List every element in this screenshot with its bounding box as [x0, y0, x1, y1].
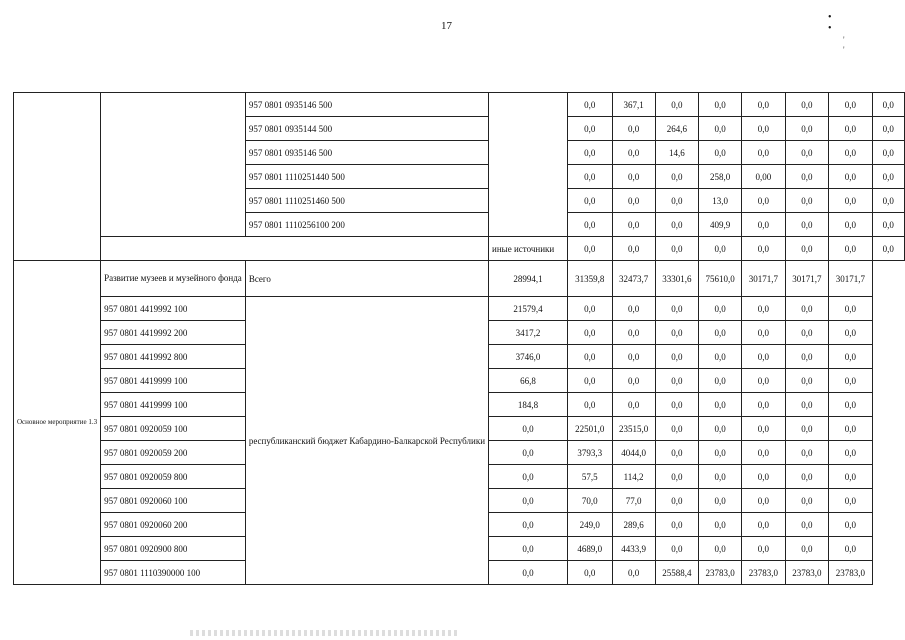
value-cell: 0,0: [567, 297, 612, 321]
value-cell: 0,0: [612, 213, 655, 237]
value-cell: 0,0: [612, 189, 655, 213]
value-cell: 0,0: [612, 141, 655, 165]
budget-code: 957 0801 0920059 800: [101, 465, 246, 489]
value-cell: 0,0: [785, 513, 828, 537]
name-cell: [101, 93, 246, 237]
value-cell: 66,8: [489, 369, 568, 393]
value-cell: 0,0: [872, 237, 904, 261]
value-cell: 21579,4: [489, 297, 568, 321]
event-name: Развитие музеев и музейного фонда: [101, 261, 246, 297]
value-cell: 0,0: [655, 189, 698, 213]
value-cell: 0,0: [829, 513, 872, 537]
value-cell: 0,0: [785, 141, 828, 165]
value-cell: 289,6: [612, 513, 655, 537]
value-cell: 0,0: [655, 513, 698, 537]
value-cell: 0,0: [567, 117, 612, 141]
value-cell: 0,0: [829, 189, 872, 213]
value-cell: 0,0: [655, 489, 698, 513]
value-cell: 0,0: [655, 165, 698, 189]
value-cell: 0,0: [742, 369, 785, 393]
value-cell: 0,0: [785, 321, 828, 345]
budget-code: 957 0801 0920900 800: [101, 537, 246, 561]
value-cell: 23783,0: [785, 561, 828, 585]
value-cell: 0,0: [829, 417, 872, 441]
value-cell: 0,0: [612, 393, 655, 417]
value-cell: 14,6: [655, 141, 698, 165]
value-cell: 0,0: [699, 117, 742, 141]
total-label: Всего: [245, 261, 488, 297]
table-row: [14, 297, 905, 321]
value-cell: 0,0: [612, 165, 655, 189]
value-cell: 0,0: [612, 237, 655, 261]
value-cell: 0,0: [742, 417, 785, 441]
value-cell: 0,0: [742, 93, 785, 117]
value-cell: 0,0: [785, 117, 828, 141]
value-cell: 0,0: [829, 465, 872, 489]
value-cell: 4689,0: [567, 537, 612, 561]
value-cell: 0,0: [872, 141, 904, 165]
value-cell: 25588,4: [655, 561, 698, 585]
budget-code: 957 0801 0935146 500: [245, 93, 488, 117]
value-cell: 0,0: [699, 537, 742, 561]
value-cell: 0,0: [567, 369, 612, 393]
value-cell: 0,0: [699, 465, 742, 489]
value-cell: 0,0: [489, 489, 568, 513]
value-cell: 30171,7: [829, 261, 872, 297]
value-cell: 0,0: [742, 297, 785, 321]
value-cell: 0,0: [655, 93, 698, 117]
scan-ticks: ' ': [843, 35, 875, 55]
source-cell: [489, 93, 568, 237]
page-number: 17: [441, 20, 452, 32]
value-cell: 0,0: [785, 213, 828, 237]
value-cell: 0,0: [785, 189, 828, 213]
value-cell: 0,0: [699, 513, 742, 537]
value-cell: 0,0: [699, 417, 742, 441]
event-cell: [14, 93, 101, 261]
value-cell: 0,0: [829, 345, 872, 369]
value-cell: 0,0: [742, 513, 785, 537]
value-cell: 0,0: [699, 237, 742, 261]
value-cell: 0,0: [785, 369, 828, 393]
value-cell: 0,0: [742, 117, 785, 141]
value-cell: 4433,9: [612, 537, 655, 561]
value-cell: 3746,0: [489, 345, 568, 369]
value-cell: 0,0: [742, 393, 785, 417]
funding-table: [13, 92, 905, 585]
funding-source: республиканский бюджет Кабардино-Балкарской Республики: [245, 297, 488, 585]
value-cell: 0,0: [655, 417, 698, 441]
table-row: [14, 237, 905, 261]
value-cell: 0,0: [872, 189, 904, 213]
value-cell: 0,0: [489, 441, 568, 465]
value-cell: 3417,2: [489, 321, 568, 345]
value-cell: 0,0: [489, 537, 568, 561]
value-cell: 0,0: [612, 369, 655, 393]
value-cell: 264,6: [655, 117, 698, 141]
value-cell: 0,0: [829, 237, 872, 261]
budget-code: 957 0801 1110390000 100: [101, 561, 246, 585]
value-cell: 0,0: [785, 417, 828, 441]
value-cell: 0,0: [612, 561, 655, 585]
value-cell: 30171,7: [742, 261, 785, 297]
value-cell: 0,0: [785, 441, 828, 465]
value-cell: 4044,0: [612, 441, 655, 465]
value-cell: 75610,0: [699, 261, 742, 297]
value-cell: 0,0: [612, 117, 655, 141]
value-cell: 0,0: [655, 237, 698, 261]
value-cell: 0,0: [829, 117, 872, 141]
value-cell: 0,0: [785, 93, 828, 117]
value-cell: 0,0: [785, 345, 828, 369]
value-cell: 0,0: [699, 489, 742, 513]
value-cell: 0,0: [742, 213, 785, 237]
value-cell: 0,0: [829, 141, 872, 165]
budget-code: 957 0801 0920059 100: [101, 417, 246, 441]
value-cell: 0,0: [567, 321, 612, 345]
value-cell: 70,0: [567, 489, 612, 513]
budget-code: 957 0801 0920059 200: [101, 441, 246, 465]
value-cell: 184,8: [489, 393, 568, 417]
value-cell: 0,0: [742, 345, 785, 369]
value-cell: 0,0: [785, 297, 828, 321]
value-cell: 32473,7: [612, 261, 655, 297]
value-cell: 0,0: [612, 297, 655, 321]
value-cell: 0,0: [655, 297, 698, 321]
value-cell: 0,0: [872, 165, 904, 189]
value-cell: 0,0: [785, 237, 828, 261]
value-cell: 114,2: [612, 465, 655, 489]
value-cell: 0,0: [567, 141, 612, 165]
budget-code: 957 0801 0935146 500: [245, 141, 488, 165]
value-cell: 0,0: [655, 213, 698, 237]
source-label: иные источники: [489, 237, 568, 261]
value-cell: 3793,3: [567, 441, 612, 465]
value-cell: 0,0: [567, 393, 612, 417]
value-cell: 0,0: [612, 345, 655, 369]
value-cell: 0,0: [742, 189, 785, 213]
value-cell: 0,0: [655, 393, 698, 417]
value-cell: 0,0: [655, 369, 698, 393]
value-cell: 0,0: [785, 489, 828, 513]
value-cell: 0,0: [742, 489, 785, 513]
value-cell: 30171,7: [785, 261, 828, 297]
value-cell: 0,0: [785, 465, 828, 489]
value-cell: 0,0: [655, 321, 698, 345]
value-cell: 13,0: [699, 189, 742, 213]
value-cell: 28994,1: [489, 261, 568, 297]
value-cell: 0,0: [742, 441, 785, 465]
value-cell: 0,0: [829, 165, 872, 189]
value-cell: 0,0: [567, 237, 612, 261]
value-cell: 0,0: [489, 513, 568, 537]
value-cell: 0,00: [742, 165, 785, 189]
budget-code: 957 0801 0920060 100: [101, 489, 246, 513]
value-cell: 23783,0: [742, 561, 785, 585]
value-cell: 0,0: [699, 321, 742, 345]
value-cell: 0,0: [829, 321, 872, 345]
budget-code: 957 0801 0935144 500: [245, 117, 488, 141]
value-cell: 409,9: [699, 213, 742, 237]
scan-smudge: [190, 630, 460, 636]
value-cell: 0,0: [699, 93, 742, 117]
value-cell: 0,0: [489, 465, 568, 489]
name-cell: [101, 237, 489, 261]
value-cell: 0,0: [742, 537, 785, 561]
value-cell: 367,1: [612, 93, 655, 117]
event-label: Основное мероприятие 1.3: [14, 261, 101, 585]
value-cell: 0,0: [829, 489, 872, 513]
value-cell: 0,0: [567, 189, 612, 213]
value-cell: 0,0: [655, 465, 698, 489]
value-cell: 0,0: [567, 345, 612, 369]
value-cell: 0,0: [742, 465, 785, 489]
value-cell: 0,0: [829, 441, 872, 465]
value-cell: 0,0: [699, 297, 742, 321]
value-cell: 0,0: [742, 141, 785, 165]
budget-code: 957 0801 4419992 800: [101, 345, 246, 369]
value-cell: 0,0: [489, 561, 568, 585]
value-cell: 0,0: [699, 345, 742, 369]
budget-code: 957 0801 4419992 100: [101, 297, 246, 321]
budget-code: 957 0801 4419999 100: [101, 369, 246, 393]
value-cell: 0,0: [612, 321, 655, 345]
value-cell: 0,0: [742, 321, 785, 345]
value-cell: 0,0: [785, 537, 828, 561]
value-cell: 57,5: [567, 465, 612, 489]
scan-marks: • •: [828, 12, 866, 34]
budget-code: 957 0801 1110251460 500: [245, 189, 488, 213]
value-cell: 0,0: [829, 537, 872, 561]
value-cell: 22501,0: [567, 417, 612, 441]
value-cell: 0,0: [699, 441, 742, 465]
value-cell: 0,0: [872, 117, 904, 141]
value-cell: 0,0: [699, 141, 742, 165]
value-cell: 0,0: [655, 345, 698, 369]
table-row: [14, 261, 905, 297]
budget-code: 957 0801 4419992 200: [101, 321, 246, 345]
value-cell: 0,0: [655, 537, 698, 561]
value-cell: 0,0: [567, 561, 612, 585]
value-cell: 33301,6: [655, 261, 698, 297]
value-cell: 0,0: [785, 393, 828, 417]
value-cell: 0,0: [872, 93, 904, 117]
value-cell: 0,0: [567, 165, 612, 189]
value-cell: 0,0: [829, 393, 872, 417]
value-cell: 31359,8: [567, 261, 612, 297]
value-cell: 23783,0: [829, 561, 872, 585]
value-cell: 0,0: [699, 369, 742, 393]
value-cell: 0,0: [655, 441, 698, 465]
value-cell: 0,0: [829, 213, 872, 237]
value-cell: 0,0: [829, 93, 872, 117]
value-cell: 23783,0: [699, 561, 742, 585]
budget-code: 957 0801 0920060 200: [101, 513, 246, 537]
value-cell: 0,0: [567, 213, 612, 237]
value-cell: 0,0: [489, 417, 568, 441]
budget-code: 957 0801 1110256100 200: [245, 213, 488, 237]
value-cell: 23515,0: [612, 417, 655, 441]
budget-code: 957 0801 1110251440 500: [245, 165, 488, 189]
value-cell: 77,0: [612, 489, 655, 513]
value-cell: 0,0: [872, 213, 904, 237]
value-cell: 0,0: [567, 93, 612, 117]
budget-code: 957 0801 4419999 100: [101, 393, 246, 417]
table-row: [14, 93, 905, 117]
value-cell: 0,0: [742, 237, 785, 261]
value-cell: 258,0: [699, 165, 742, 189]
value-cell: 249,0: [567, 513, 612, 537]
value-cell: 0,0: [829, 369, 872, 393]
value-cell: 0,0: [699, 393, 742, 417]
value-cell: 0,0: [785, 165, 828, 189]
value-cell: 0,0: [829, 297, 872, 321]
